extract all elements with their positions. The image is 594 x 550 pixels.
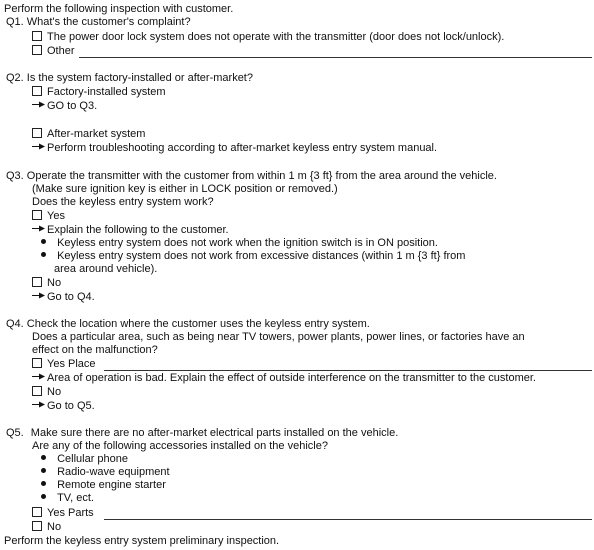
bullet-icon xyxy=(41,481,46,486)
q5-item-label: Cellular phone xyxy=(57,453,128,465)
q2-question-text: Is the system factory-installed or after-market? xyxy=(26,72,253,84)
arrow-right-icon xyxy=(32,401,45,408)
q2-number: Q2. xyxy=(6,72,24,84)
q2-action-label: GO to Q3. xyxy=(47,100,98,112)
q4-option-label: No xyxy=(47,386,62,398)
q1-option-other[interactable] xyxy=(32,45,75,58)
checkbox[interactable] xyxy=(32,277,42,287)
q2-option-label: After-market system xyxy=(47,128,146,140)
q2-option-after-market[interactable] xyxy=(32,128,145,141)
q3-option-label: Yes xyxy=(47,210,65,222)
q3-option-label: No xyxy=(47,277,62,289)
q2-action-label: Perform troubleshooting according to after-market keyless entry system manual. xyxy=(47,142,438,154)
checkbox[interactable] xyxy=(32,358,42,368)
checkbox[interactable] xyxy=(32,521,42,531)
q5-item-label: TV, ect. xyxy=(57,492,94,504)
outro-text: Perform the keyless entry system preliminary inspection. xyxy=(4,535,280,547)
place-fill-in-line[interactable] xyxy=(104,370,592,371)
other-fill-in-line[interactable] xyxy=(79,57,592,58)
q5-option-label: Yes Parts xyxy=(47,507,94,519)
bullet-text: Keyless entry system does not work from excessive distances (within 1 m {3 ft} from xyxy=(57,250,466,262)
arrow-right-icon xyxy=(32,373,45,380)
checkbox[interactable] xyxy=(32,31,42,41)
bullet-icon xyxy=(41,455,46,460)
q5-item-label: Radio-wave equipment xyxy=(57,466,170,478)
q5-item-label: Remote engine starter xyxy=(57,479,166,491)
q1-option-power-door-lock[interactable] xyxy=(32,31,504,44)
q1-number: Q1. xyxy=(6,16,24,28)
q2-option-label: Factory-installed system xyxy=(47,86,166,98)
bullet-icon xyxy=(41,252,46,257)
q5-option-yes[interactable] xyxy=(32,507,94,520)
q4-question xyxy=(6,318,370,331)
q3-subquestion: Does the keyless entry system work? xyxy=(32,196,214,208)
q5-item xyxy=(41,466,170,479)
q5-question-line2: Are any of the following accessories installed on the vehicle? xyxy=(32,440,328,452)
q5-item xyxy=(41,479,166,492)
checkbox[interactable] xyxy=(32,386,42,396)
q3-question xyxy=(6,170,497,183)
q3-bullet-distance xyxy=(41,250,465,263)
bullet-icon xyxy=(41,468,46,473)
checkbox[interactable] xyxy=(32,507,42,517)
arrow-right-icon xyxy=(32,225,45,232)
q3-question-text: Operate the transmitter with the customer from within 1 m {3 ft} from the area around the vehicle. xyxy=(26,170,497,182)
q4-option-label: Yes Place xyxy=(47,358,96,370)
q5-option-label: No xyxy=(47,521,62,533)
q3-action-label: Go to Q4. xyxy=(47,291,95,303)
checkbox[interactable] xyxy=(32,210,42,220)
intro-text: Perform the following inspection with customer. xyxy=(4,3,234,15)
checkbox[interactable] xyxy=(32,128,42,138)
q4-action-area xyxy=(32,372,536,385)
q4-number: Q4. xyxy=(6,318,24,330)
q4-option-yes[interactable] xyxy=(32,358,96,371)
q4-option-no[interactable] xyxy=(32,386,61,399)
arrow-right-icon xyxy=(32,143,45,150)
q5-number: Q5. xyxy=(6,427,24,439)
q4-action-go-q5 xyxy=(32,400,95,413)
q5-option-no[interactable] xyxy=(32,521,61,534)
bullet-icon xyxy=(41,239,46,244)
q2-action-troubleshoot xyxy=(32,142,437,155)
bullet-icon xyxy=(41,494,46,499)
q3-option-yes[interactable] xyxy=(32,210,65,223)
q2-question xyxy=(6,72,253,85)
q3-action-explain xyxy=(32,224,229,237)
parts-fill-in-line[interactable] xyxy=(104,519,592,520)
arrow-right-icon xyxy=(32,292,45,299)
q5-question-text: Make sure there are no after-market electrical parts installed on the vehicle. xyxy=(30,427,399,439)
q1-option-label: Other xyxy=(47,45,75,57)
q3-bullet-distance-cont: area around vehicle). xyxy=(54,263,158,275)
q4-action-label: Area of operation is bad. Explain the effect of outside interference on the transmitter to the customer. xyxy=(47,372,536,384)
arrow-right-icon xyxy=(32,101,45,108)
q5-question xyxy=(6,427,398,440)
q1-option-label: The power door lock system does not operate with the transmitter (door does not lock/unlock). xyxy=(47,31,505,43)
q4-action-label: Go to Q5. xyxy=(47,400,95,412)
q1-question xyxy=(6,16,191,29)
q3-note: (Make sure ignition key is either in LOCK position or removed.) xyxy=(32,183,338,195)
q3-number: Q3. xyxy=(6,170,24,182)
q4-question-text: Check the location where the customer uses the keyless entry system. xyxy=(26,318,370,330)
checkbox[interactable] xyxy=(32,86,42,96)
bullet-text: Keyless entry system does not work when the ignition switch is in ON position. xyxy=(57,237,438,249)
q3-action-label: Explain the following to the customer. xyxy=(47,224,229,236)
q2-option-factory[interactable] xyxy=(32,86,166,99)
q2-action-go-q3 xyxy=(32,100,97,113)
q3-action-go-q4 xyxy=(32,291,95,304)
q4-question-line2: Does a particular area, such as being near TV towers, power plants, power lines, or factories have an xyxy=(32,331,525,343)
q1-question-text: What's the customer's complaint? xyxy=(26,16,191,28)
q3-bullet-ignition xyxy=(41,237,438,250)
q5-item xyxy=(41,453,128,466)
q5-item xyxy=(41,492,94,505)
checkbox[interactable] xyxy=(32,45,42,55)
q3-option-no[interactable] xyxy=(32,277,61,290)
q4-question-line3: effect on the malfunction? xyxy=(32,344,158,356)
